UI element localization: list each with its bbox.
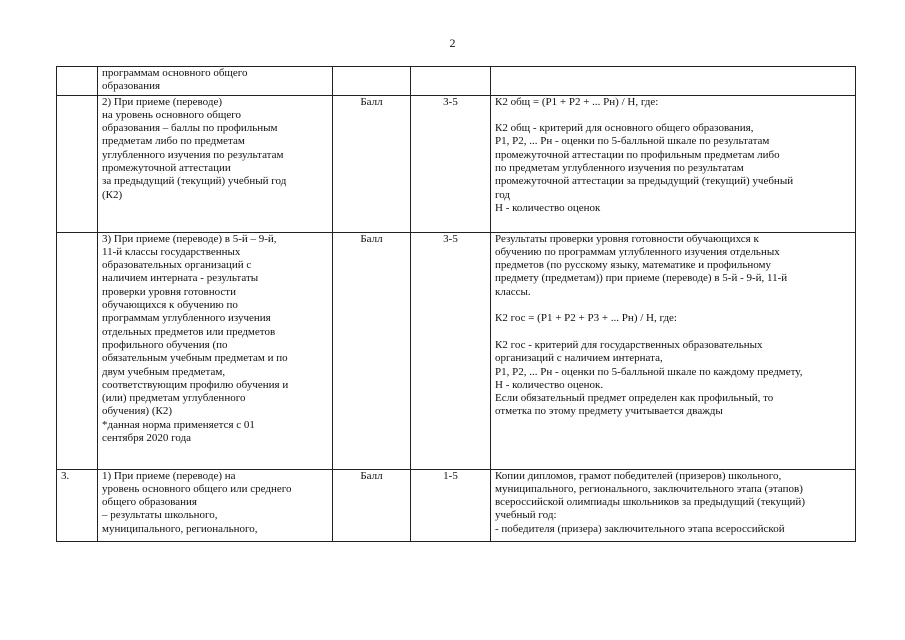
- unit-value: Балл: [360, 232, 383, 245]
- criterion-line: образования – баллы по профильным: [102, 122, 278, 135]
- points-cell: [411, 232, 491, 469]
- criterion-line: двум учебным предметам,: [102, 365, 226, 378]
- criterion-cell: [98, 232, 333, 469]
- description-line: промежуточной аттестации за предыдущий (текущий) учебный: [495, 175, 794, 188]
- criterion-line: проверки уровня готовности: [102, 285, 236, 298]
- description-cell: [491, 95, 856, 232]
- description-line: Если обязательный предмет определен как профильный, то: [495, 392, 774, 405]
- points-range: 1-5: [443, 469, 458, 482]
- criterion-line: (К2): [102, 188, 123, 201]
- criterion-cell: [98, 67, 333, 96]
- description-line: Результаты проверки уровня готовности обучающихся к: [495, 232, 759, 245]
- description-line: [495, 109, 851, 122]
- row-number-cell: [57, 232, 98, 469]
- criterion-line: промежуточной аттестации: [102, 162, 231, 175]
- criterion-line: *данная норма применяется с 01: [102, 418, 255, 431]
- description-line: К2 гос - критерий для государственных образовательных: [495, 338, 763, 351]
- table-row: [57, 67, 856, 96]
- description-line: предмету (предметам)) при приеме (переводе) в 5-й - 9-й, 11-й: [495, 272, 788, 285]
- criterion-line: соответствующим профилю обучения и: [102, 378, 289, 391]
- criterion-line: общего образования: [102, 496, 197, 509]
- description-line: год: [495, 188, 511, 201]
- description-line: муниципального, регионального, заключительного этапа (этапов): [495, 482, 803, 495]
- points-cell: [411, 469, 491, 541]
- criterion-line: обучающихся к обучению по: [102, 299, 238, 312]
- description-line: К2 общ - критерий для основного общего образования,: [495, 122, 754, 135]
- description-line: организаций с наличием интерната,: [495, 352, 663, 365]
- description-line: отметка по этому предмету учитывается дважды: [495, 405, 723, 418]
- criterion-line: отдельных предметов или предметов: [102, 325, 276, 338]
- table-row: [57, 95, 856, 232]
- criterion-line: – результаты школьного,: [102, 509, 218, 522]
- criteria-table: [56, 66, 856, 542]
- row-number-cell: [57, 95, 98, 232]
- points-cell: [411, 67, 491, 96]
- points-range: 3-5: [443, 95, 458, 108]
- description-line: - победителя (призера) заключительного этапа всероссийской: [495, 522, 785, 535]
- description-line: обучению по программам углубленного изучения отдельных: [495, 245, 780, 258]
- criterion-line: муниципального, регионального,: [102, 522, 258, 535]
- description-line: всероссийской олимпиады школьников за предыдущий (текущий): [495, 496, 805, 509]
- criterion-line: наличием интерната - результаты: [102, 272, 259, 285]
- row-number-cell: [57, 67, 98, 96]
- criterion-line: программам углубленного изучения: [102, 312, 271, 325]
- criterion-line: 11-й классы государственных: [102, 245, 241, 258]
- unit-value: Балл: [360, 95, 383, 108]
- criterion-cell: [98, 95, 333, 232]
- points-range: 3-5: [443, 232, 458, 245]
- criterion-line: 1) При приеме (переводе) на: [102, 469, 236, 482]
- description-line: К2 гос = (Р1 + Р2 + Р3 + ... Рн) / Н, где:: [495, 312, 677, 325]
- description-cell: [491, 67, 856, 96]
- page-number: 2: [449, 36, 456, 50]
- unit-cell: [333, 95, 411, 232]
- criterion-line: углубленного изучения по результатам: [102, 148, 284, 161]
- criterion-line: образования: [102, 80, 161, 93]
- criterion-line: на уровень основного общего: [102, 108, 241, 121]
- unit-cell: [333, 67, 411, 96]
- description-cell: [491, 232, 856, 469]
- criterion-line: 3) При приеме (переводе) в 5-й – 9-й,: [102, 232, 277, 245]
- description-line: Р1, Р2, ... Рн - оценки по 5-балльной шкале по результатам: [495, 135, 770, 148]
- description-line: [495, 326, 851, 339]
- row-number: 3.: [61, 469, 70, 482]
- description-line: К2 общ = (Р1 + Р2 + ... Рн) / Н, где:: [495, 95, 659, 108]
- points-cell: [411, 95, 491, 232]
- criterion-line: сентября 2020 года: [102, 432, 192, 445]
- table-row: [57, 232, 856, 469]
- unit-cell: [333, 232, 411, 469]
- criterion-line: образовательных организаций с: [102, 259, 252, 272]
- description-line: классы.: [495, 285, 531, 298]
- criterion-line: обязательным учебным предметам и по: [102, 352, 288, 365]
- criterion-line: 2) При приеме (переводе): [102, 95, 223, 108]
- criterion-line: обучения) (К2): [102, 405, 173, 418]
- row-number-cell: [57, 469, 98, 541]
- criterion-line: программам основного общего: [102, 67, 248, 79]
- description-line: по предметам углубленного изучения по результатам: [495, 162, 744, 175]
- description-line: Н - количество оценок: [495, 201, 601, 214]
- unit-value: Балл: [360, 469, 383, 482]
- description-line: [495, 299, 851, 312]
- description-line: учебный год:: [495, 509, 557, 522]
- description-line: Р1, Р2, ... Рн - оценки по 5-балльной шкале по каждому предмету,: [495, 365, 803, 378]
- description-line: предметов (по русскому языку, математике и профильному: [495, 259, 771, 272]
- description-line: Копии дипломов, грамот победителей (призеров) школьного,: [495, 469, 782, 482]
- criterion-line: профильного обучения (по: [102, 338, 228, 351]
- unit-cell: [333, 469, 411, 541]
- description-cell: [491, 469, 856, 541]
- table-row: [57, 469, 856, 541]
- criterion-line: предметам либо по предметам: [102, 135, 245, 148]
- criterion-line: (или) предметам углубленного: [102, 392, 246, 405]
- criterion-line: за предыдущий (текущий) учебный год: [102, 175, 287, 188]
- description-line: промежуточной аттестации по профильным предметам либо: [495, 148, 780, 161]
- criterion-cell: [98, 469, 333, 541]
- criterion-line: уровень основного общего или среднего: [102, 482, 292, 495]
- description-line: Н - количество оценок.: [495, 378, 604, 391]
